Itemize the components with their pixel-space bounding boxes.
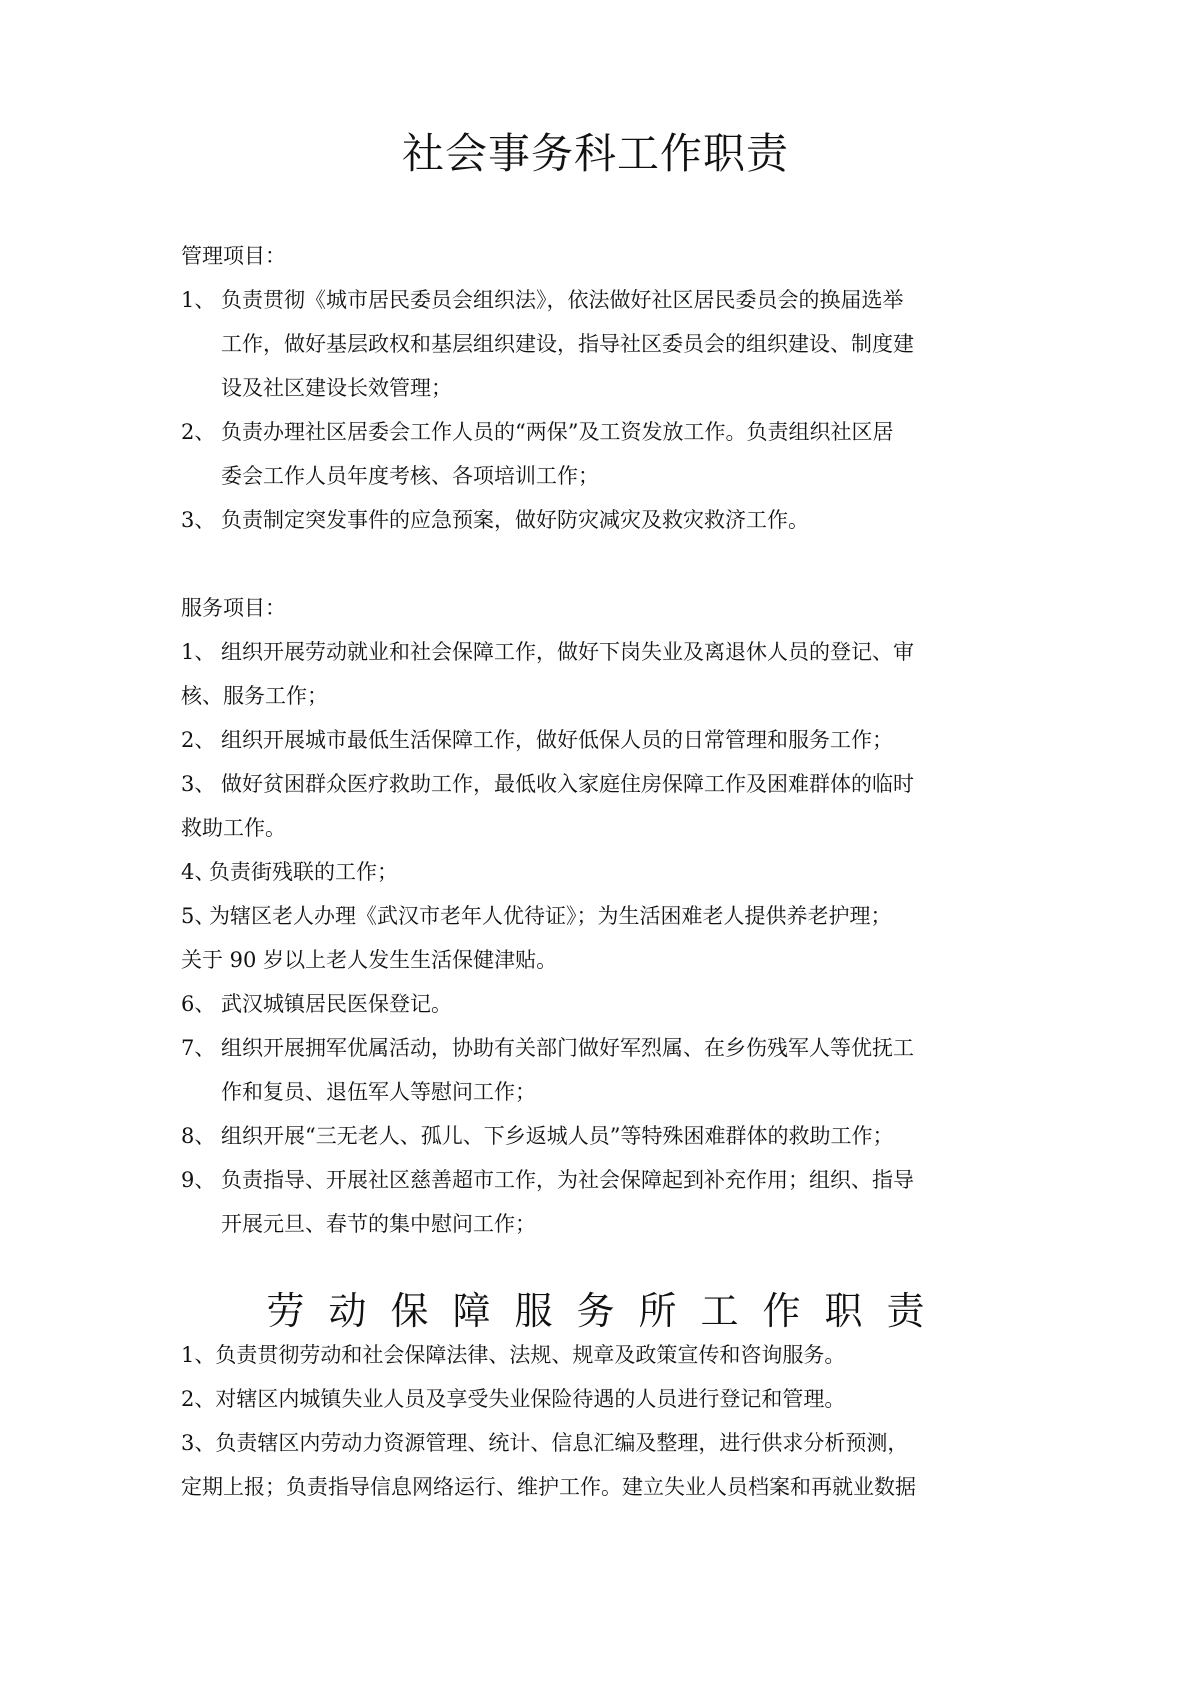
list-item [181,762,1021,806]
item-continuation: 救助工作。 [181,816,286,840]
item-line: 做好贫困群众医疗救助工作，最低收入家庭住房保障工作及困难群体的临时 [221,772,914,796]
item-line: 工作，做好基层政权和基层组织建设，指导社区委员会的组织建设、制度建 [221,332,914,356]
list-item [181,850,1021,894]
item-text [221,718,1021,762]
item-text [221,630,1021,674]
spacer [181,542,1021,586]
item-line: 委会工作人员年度考核、各项培训工作； [221,464,599,488]
management-heading: 管理项目： [181,244,286,268]
item-text [221,498,1021,542]
item-line: 作和复员、退伍军人等慰问工作； [221,1080,536,1104]
item-text [221,410,1021,498]
duty-line: 3、负责辖区内劳动力资源管理、统计、信息汇编及整理，进行供求分析预测， [181,1431,909,1455]
item-number: 4、 [181,860,216,884]
service-heading: 服务项目： [181,596,286,620]
item-line: 组织开展拥军优属活动，协助有关部门做好军烈属、在乡伤残军人等优抚工 [221,1036,914,1060]
item-line: 设及社区建设长效管理； [221,376,452,400]
item-number: 5、 [181,904,216,928]
item-line: 负责指导、开展社区慈善超市工作，为社会保障起到补充作用；组织、指导 [221,1168,914,1192]
item-number: 1、 [181,288,216,312]
item-text [221,762,1021,806]
list-item [181,1158,1021,1246]
item-number: 9、 [181,1168,216,1192]
list-item [181,410,1021,498]
item-number: 3、 [181,772,216,796]
list-item [181,894,1021,938]
item-line: 为辖区老人办理《武汉市老年人优待证》；为生活困难老人提供养老护理； [209,904,892,928]
item-line: 组织开展“三无老人、孤儿、下乡返城人员”等特殊困难群体的救助工作； [221,1124,894,1148]
list-item [181,982,1021,1026]
item-line: 组织开展城市最低生活保障工作，做好低保人员的日常管理和服务工作； [221,728,893,752]
item-number: 2、 [181,728,216,752]
list-item [181,630,1021,674]
list-item [181,278,1021,410]
item-number: 2、 [181,420,216,444]
item-text [209,894,1021,938]
duty-line: 1、负责贯彻劳动和社会保障法律、法规、规章及政策宣传和咨询服务。 [181,1343,846,1367]
section-title: 劳动保障服务所工作职责 [266,1289,949,1333]
item-continuation: 核、服务工作； [181,684,328,708]
labor-security-body [181,1333,1021,1509]
list-item [181,1026,1021,1114]
social-affairs-body [181,234,1021,1246]
item-text [221,1114,1021,1158]
duty-line: 定期上报；负责指导信息网络运行、维护工作。建立失业人员档案和再就业数据 [181,1475,916,1499]
item-number: 3、 [181,508,216,532]
item-line: 武汉城镇居民医保登记。 [221,992,452,1016]
item-number: 7、 [181,1036,216,1060]
item-text [221,982,1021,1026]
duty-line: 2、对辖区内城镇失业人员及享受失业保险待遇的人员进行登记和管理。 [181,1387,846,1411]
item-text [221,1158,1021,1246]
page-title: 社会事务科工作职责 [401,129,789,178]
list-item [181,718,1021,762]
item-line: 开展元旦、春节的集中慰问工作； [221,1212,536,1236]
item-number: 1、 [181,640,216,664]
item-text [209,850,1021,894]
item-number: 6、 [181,992,216,1016]
list-item [181,1114,1021,1158]
item-line: 负责街残联的工作； [209,860,398,884]
item-line: 负责办理社区居委会工作人员的“两保”及工资发放工作。负责组织社区居 [221,420,894,444]
item-line: 组织开展劳动就业和社会保障工作，做好下岗失业及离退休人员的登记、审 [221,640,914,664]
list-item [181,498,1021,542]
item-line: 负责制定突发事件的应急预案，做好防灾减灾及救灾救济工作。 [221,508,809,532]
item-line: 负责贯彻《城市居民委员会组织法》，依法做好社区居民委员会的换届选举 [221,288,904,312]
item-text [221,278,1021,410]
item-number: 8、 [181,1124,216,1148]
item-text [221,1026,1021,1114]
item-continuation: 关于 90 岁以上老人发生生活保健津贴。 [181,948,558,972]
